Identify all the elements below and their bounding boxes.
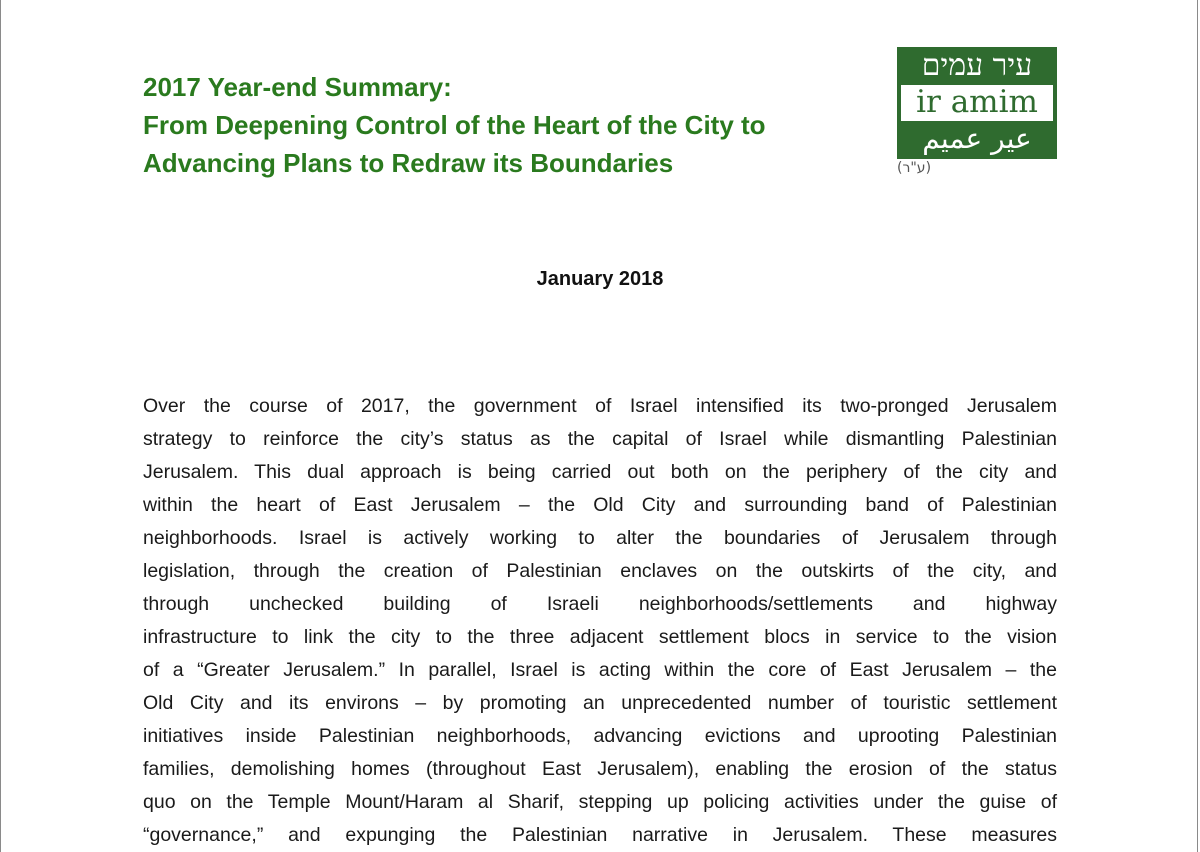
body-line: legislation, through the creation of Palestinian enclaves on the outskirts of the city, and xyxy=(143,560,1057,582)
body-line: initiatives inside Palestinian neighborhoods, advancing evictions and uprooting Palestinian xyxy=(143,725,1057,747)
body-line: Old City and its environs – by promoting an unprecedented number of touristic settlement xyxy=(143,692,1057,714)
document-date: January 2018 xyxy=(536,268,664,290)
body-line: of a “Greater Jerusalem.” In parallel, Israel is acting within the core of East Jerusalem – the xyxy=(143,659,1057,681)
title-line-1: 2017 Year-end Summary: xyxy=(143,72,452,102)
logo-arabic-text: عير عميم xyxy=(922,122,1032,155)
title-line-3: Advancing Plans to Redraw its Boundaries xyxy=(143,148,674,178)
body-line: strategy to reinforce the city’s status as the capital of Israel while dismantling Palestinian xyxy=(143,428,1057,450)
body-line: “governance,” and expunging the Palestinian narrative in Jerusalem. These measures xyxy=(143,824,1057,846)
title-line-2: From Deepening Control of the Heart of the City to xyxy=(143,110,766,140)
body-line: infrastructure to link the city to the three adjacent settlement blocs in service to the vision xyxy=(143,626,1057,648)
body-paragraph xyxy=(143,390,1057,852)
body-line: neighborhoods. Israel is actively working to alter the boundaries of Jerusalem through xyxy=(143,527,1057,549)
body-line: through unchecked building of Israeli neighborhoods/settlements and highway xyxy=(143,593,1057,615)
body-line: quo on the Temple Mount/Haram al Sharif, stepping up policing activities under the guise of xyxy=(143,791,1057,813)
body-line: within the heart of East Jerusalem – the Old City and surrounding band of Palestinian xyxy=(143,494,1057,516)
document-title xyxy=(143,68,863,182)
body-line: families, demolishing homes (throughout East Jerusalem), enabling the erosion of the status xyxy=(143,758,1057,780)
logo-hebrew-text: עיר עמים xyxy=(921,48,1033,83)
logo-subtitle: (ע"ר) xyxy=(897,160,932,176)
logo-latin-text: ir amim xyxy=(901,85,1053,121)
ir-amim-logo xyxy=(897,47,1057,159)
body-line: Over the course of 2017, the government of Israel intensified its two-pronged Jerusalem xyxy=(143,395,1057,417)
body-line: Jerusalem. This dual approach is being carried out both on the periphery of the city and xyxy=(143,461,1057,483)
